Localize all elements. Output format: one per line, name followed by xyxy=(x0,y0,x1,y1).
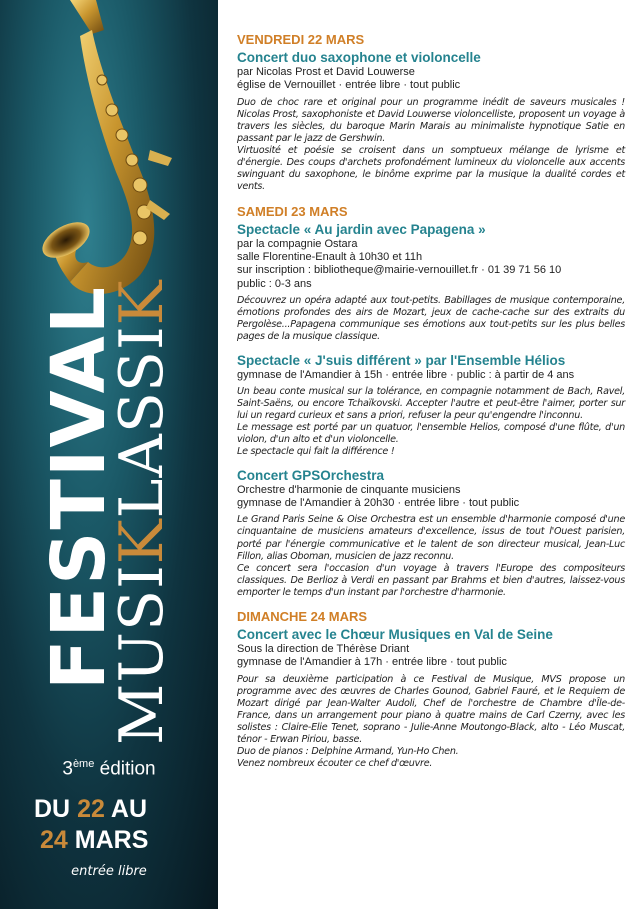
event-description: Un beau conte musical sur la tolérance, en compagnie notamment de Bach, Ravel, Saint-Saëns, ou encore Tchaïkovski. Accepter l'autre et peut-être l'aimer, porter sur lui un regard curieux et sans a priori, refuser la peur qu'engendre l'inconnu. xyxy=(237,385,625,422)
event-description: Le Grand Paris Seine & Oise Orchestra est un ensemble d'harmonie composé d'une cinquantaine de musiciens amateurs d'excellence, issus de tout l'Ouest parisien, porté par l'énergie communicative et le talent de son directeur musical, Jean-Luc Fillon, alias Oboman, musicien de jazz reconnu. xyxy=(237,514,625,562)
event-description: Duo de choc rare et original pour un programme inédit de saveurs musicales ! Nicolas Prost, saxophoniste et David Louwerse violoncelliste, proposent un voyage à travers les siècles, du baroque Marin Marais au minimaliste hypnotique Satie en passant par le jazz de Gershwin. xyxy=(237,96,625,145)
event-info: Sous la direction de Thérèse Driant xyxy=(237,643,410,655)
day-heading: SAMEDI 23 MARS xyxy=(237,203,348,219)
event-info: gymnase de l'Amandier à 17h · entrée libre · tout public xyxy=(237,656,507,669)
event-info: par la compagnie Ostara xyxy=(237,237,358,250)
event-info: public : 0-3 ans xyxy=(237,277,312,290)
day-heading: VENDREDI 22 MARS xyxy=(237,32,365,47)
event-info: salle Florentine-Enault à 10h30 et 11h xyxy=(237,250,423,263)
event-info: église de Vernouillet · entrée libre · tout public xyxy=(237,79,461,92)
edition-label: 3ème édition xyxy=(62,758,156,780)
saxophone-illustration xyxy=(0,0,218,310)
musiklassik-title: MUSIKLASSIK xyxy=(107,279,177,745)
event-title: Spectacle « Au jardin avec Papagena » xyxy=(237,221,486,237)
entree-libre-label: entrée libre xyxy=(71,864,147,879)
event-info: sur inscription : bibliotheque@mairie-vernouillet.fr · 01 39 71 56 10 xyxy=(237,264,562,277)
event-title: Concert avec le Chœur Musiques en Val de Seine xyxy=(237,627,553,642)
festival-title: FESTIVAL xyxy=(36,284,122,690)
event-description: Le message est porté par un quatuor, l'ensemble Helios, composé d'une flûte, d'un violon, d'un alto et d'un violoncelle. xyxy=(237,422,625,446)
event-info: Orchestre d'harmonie de cinquante musiciens xyxy=(237,483,461,496)
event-description: Virtuosité et poésie se croisent dans un somptueux mélange de lyrisme et d'énergie. Des coups d'archets profondément lumineux du violoncelle aux accents swinguant du saxophone, le binôme exprime par la musique la dualité cordes et vents. xyxy=(237,145,625,193)
poster-panel xyxy=(0,0,218,909)
event-title: Spectacle « J'suis différent » par l'Ensemble Hélios xyxy=(237,352,566,368)
dates-line-1: DU 22 AU xyxy=(34,795,148,823)
event-title: Concert duo saxophone et violoncelle xyxy=(237,50,481,65)
event-info: gymnase de l'Amandier à 15h · entrée libre · public : à partir de 4 ans xyxy=(237,368,575,381)
program-column xyxy=(237,32,625,771)
event-description: Venez nombreux écouter ce chef d'œuvre. xyxy=(237,758,433,770)
dates-line-2: 24 MARS xyxy=(40,826,149,854)
event-description: Découvrez un opéra adapté aux tout-petits. Babillages de musique contemporaine, émotions profondes des airs de Mozart, jeux de cache-cache sur des extraits du Pergolèse...Papagena communique ses émotions aux tout-petits sur les plus belles pages de la musique classique. xyxy=(237,295,625,343)
day-heading: DIMANCHE 24 MARS xyxy=(237,609,368,624)
event-title: Concert GPSOrchestra xyxy=(237,467,385,483)
event-info: par Nicolas Prost et David Louwerse xyxy=(237,66,415,78)
event-info: gymnase de l'Amandier à 20h30 · entrée libre · tout public xyxy=(237,496,520,509)
event-description: Pour sa deuxième participation à ce Festival de Musique, MVS propose un programme avec des œuvres de Charles Gounod, Gabriel Fauré, et le Requiem de Mozart dirigé par Jean-Walter Audoli, Chef de l'orchestre de Chambre d'Île-de-France, dans un arrangement pour piano à quatre mains de Carl Czerny, avec les solistes : Claire-Elie Tenet, soprano - Julie-Anne Moutongo-Black, alto - Léo Muscat, ténor - Erwan Piriou, basse. xyxy=(237,673,625,746)
event-description: Duo de pianos : Delphine Armand, Yun-Ho Chen. xyxy=(237,746,459,758)
event-description: Le spectacle qui fait la différence ! xyxy=(237,446,395,458)
event-description: Ce concert sera l'occasion d'un voyage à travers l'Europe des compositeurs classiques. De Berlioz à Verdi en passant par Brahms et bien d'autres, laissez-vous emporter le temps d'un instant par l'orchestre d'harmonie. xyxy=(237,562,625,598)
